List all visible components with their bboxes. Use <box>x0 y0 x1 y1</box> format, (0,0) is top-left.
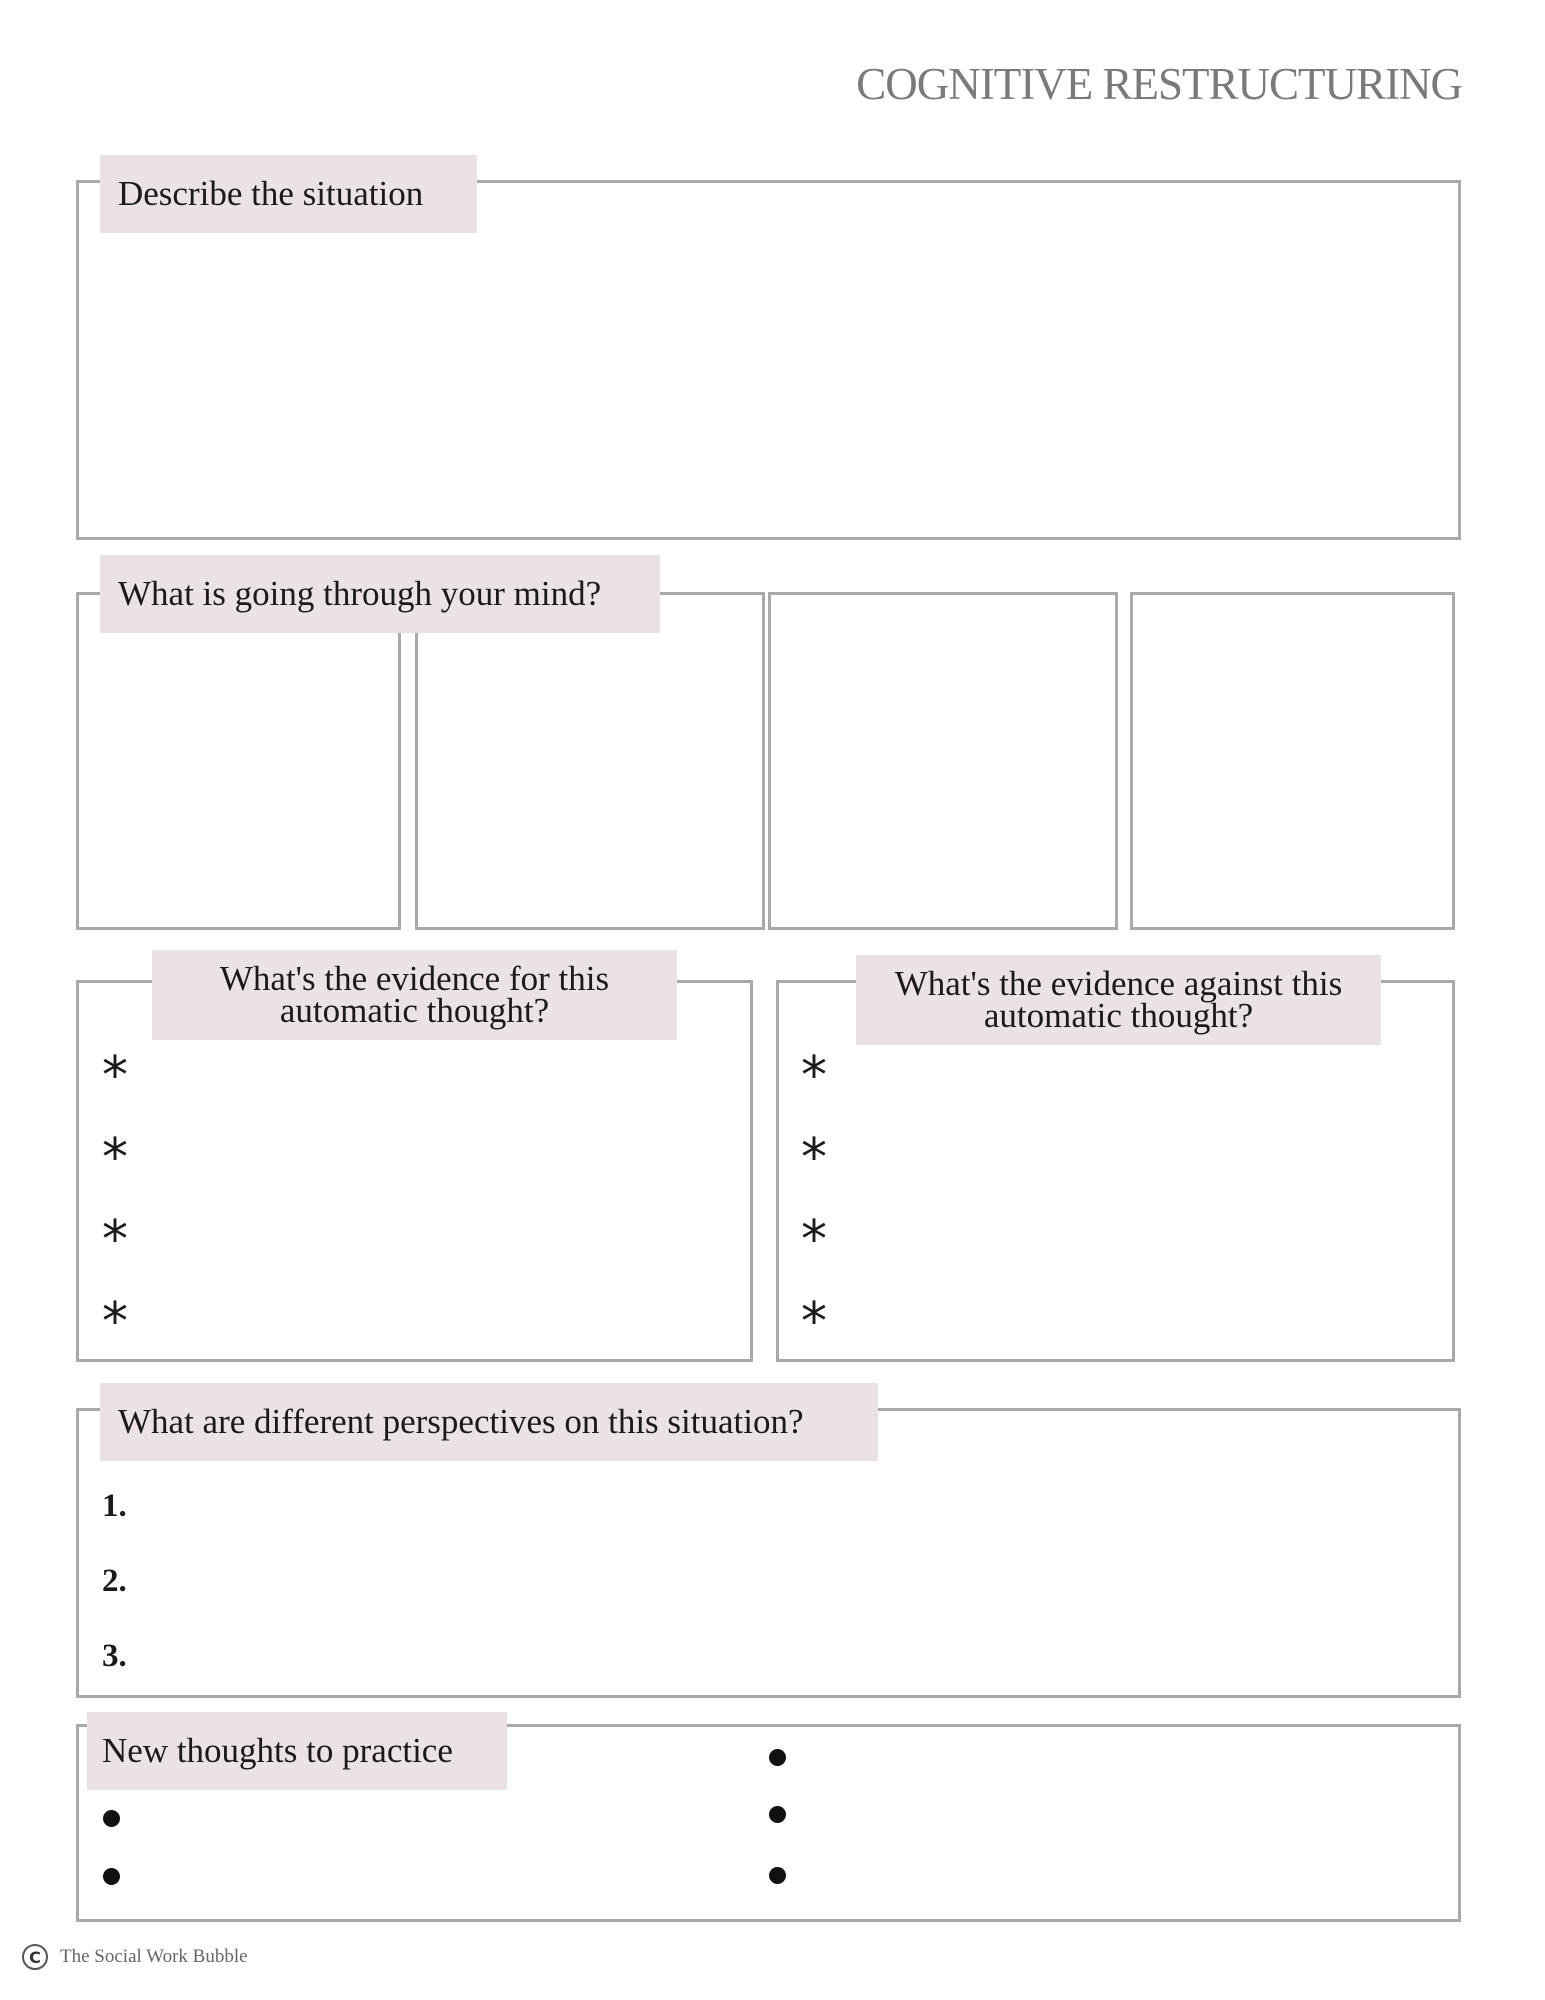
evidence-for-bullet: * <box>102 1210 128 1270</box>
mind-box-4[interactable] <box>1130 592 1455 930</box>
evidence-for-bullet: * <box>102 1128 128 1188</box>
evidence-against-bullet: * <box>801 1292 827 1352</box>
perspective-item-number: 3. <box>102 1638 127 1674</box>
bullet-dot <box>103 1810 120 1827</box>
mind-box-1[interactable] <box>76 592 401 930</box>
new-thoughts-label: New thoughts to practice <box>87 1712 507 1790</box>
evidence-for-bullet: * <box>102 1292 128 1352</box>
evidence-against-bullet: * <box>801 1046 827 1106</box>
evidence-against-bullet: * <box>801 1128 827 1188</box>
evidence-against-bullet: * <box>801 1210 827 1270</box>
perspective-item-number: 1. <box>102 1488 127 1524</box>
perspective-item-number: 2. <box>102 1563 127 1599</box>
mind-box-3[interactable] <box>768 592 1118 930</box>
bullet-dot <box>769 1867 786 1884</box>
bullet-dot <box>769 1806 786 1823</box>
evidence-for-label <box>152 950 677 1040</box>
evidence-against-label-line1: What's the evidence against this <box>894 964 1343 1003</box>
footer <box>22 1944 248 1970</box>
mind-box-2[interactable] <box>415 592 765 930</box>
evidence-for-bullet: * <box>102 1046 128 1106</box>
evidence-for-label-line2: automatic thought? <box>279 991 550 1030</box>
situation-box[interactable] <box>76 180 1461 540</box>
evidence-for-label-line1: What's the evidence for this <box>219 959 610 998</box>
perspectives-label: What are different perspectives on this situation? <box>100 1383 878 1461</box>
footer-text: The Social Work Bubble <box>60 1946 248 1967</box>
evidence-against-label <box>856 955 1381 1045</box>
bullet-dot <box>769 1749 786 1766</box>
bullet-dot <box>103 1868 120 1885</box>
mind-label: What is going through your mind? <box>100 555 660 633</box>
page-title: COGNITIVE RESTRUCTURING <box>856 59 1462 109</box>
situation-label: Describe the situation <box>100 155 477 233</box>
evidence-against-label-line2: automatic thought? <box>983 996 1254 1035</box>
copyright-icon: C <box>22 1944 48 1970</box>
